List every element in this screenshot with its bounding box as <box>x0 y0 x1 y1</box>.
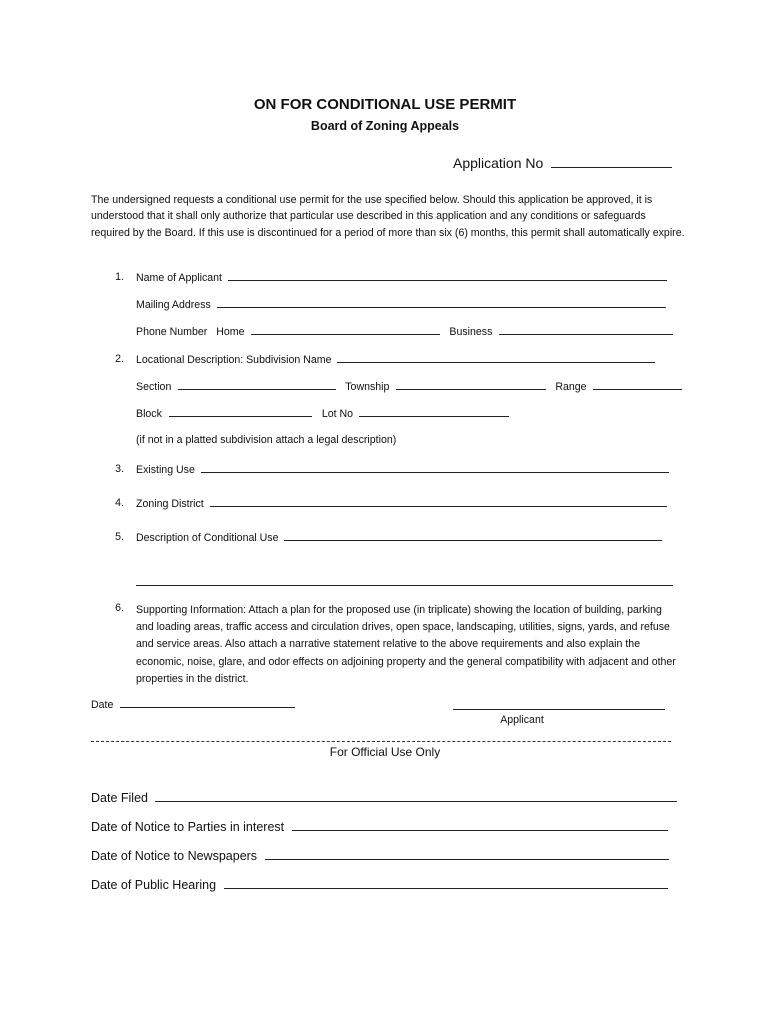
date-filed-label: Date Filed <box>91 791 148 805</box>
subdivision-name-label: Locational Description: Subdivision Name <box>136 354 332 366</box>
block-field[interactable] <box>169 407 312 417</box>
official-divider <box>91 741 671 742</box>
date-label: Date <box>91 699 114 711</box>
item-number: 5. <box>115 531 124 543</box>
applicant-name-label: Name of Applicant <box>136 272 222 284</box>
home-phone-field[interactable] <box>251 325 440 335</box>
public-hearing-row <box>91 878 668 892</box>
date-field[interactable] <box>120 698 295 708</box>
applicant-label: Applicant <box>500 714 544 726</box>
lot-no-label: Lot No <box>321 408 354 420</box>
zoning-district-field[interactable] <box>210 497 667 507</box>
public-hearing-field[interactable] <box>224 879 668 889</box>
existing-use-field[interactable] <box>201 463 669 473</box>
supporting-information: Supporting Information: Attach a plan for the proposed use (in triplicate) showing the location of building, parking and loading areas, traffic access and circulation drives, open space, landscaping, utilities, signs, yards, and refuse and service areas. Also attach a narrative statement relative to the above requirements and also explain the economic, noise, glare, and odor effects on adjoining property and the general compatibility with adjacent and other properties in the district. <box>136 604 676 685</box>
applicant-signature-line[interactable] <box>453 709 665 710</box>
item-number: 3. <box>115 463 124 475</box>
mailing-address-label: Mailing Address <box>136 299 211 311</box>
business-phone-label: Business <box>449 326 493 338</box>
item-number: 2. <box>115 353 124 365</box>
notice-newspapers-label: Date of Notice to Newspapers <box>91 849 258 863</box>
township-label: Township <box>345 381 390 393</box>
notice-parties-label: Date of Notice to Parties in interest <box>91 820 285 834</box>
range-field[interactable] <box>593 380 682 390</box>
legal-description-note: (if not in a platted subdivision attach a legal description) <box>136 434 397 446</box>
item-number: 1. <box>115 271 124 283</box>
conditional-use-field[interactable] <box>284 531 662 541</box>
zoning-district-row <box>136 497 667 510</box>
lot-no-field[interactable] <box>359 407 509 417</box>
phone-row <box>136 325 673 338</box>
section-field[interactable] <box>178 380 336 390</box>
application-no-row <box>453 155 672 171</box>
form-subtitle: Board of Zoning Appeals <box>310 119 460 133</box>
form-title: ON FOR CONDITIONAL USE PERMIT <box>253 96 517 113</box>
existing-use-label: Existing Use <box>136 464 195 476</box>
zoning-district-label: Zoning District <box>136 498 204 510</box>
block-label: Block <box>136 408 162 420</box>
item-number: 4. <box>115 497 124 509</box>
item-number: 6. <box>115 602 124 614</box>
application-no-field[interactable] <box>551 158 672 168</box>
notice-newspapers-row <box>91 849 669 863</box>
conditional-use-label: Description of Conditional Use <box>136 532 279 544</box>
date-filed-field[interactable] <box>155 792 677 802</box>
notice-parties-field[interactable] <box>292 821 668 831</box>
mailing-address-field[interactable] <box>217 298 666 308</box>
subdivision-row <box>136 353 655 366</box>
conditional-use-row <box>136 531 662 544</box>
application-no-label: Application No <box>453 155 544 171</box>
section-label: Section <box>136 381 172 393</box>
date-row <box>91 698 295 711</box>
applicant-name-row <box>136 271 667 284</box>
mailing-address-row <box>136 298 666 311</box>
official-use-heading: For Official Use Only <box>329 745 441 759</box>
home-phone-label: Home <box>216 326 245 338</box>
notice-newspapers-field[interactable] <box>265 850 669 860</box>
block-lot-row <box>136 407 509 420</box>
intro-paragraph: The undersigned requests a conditional use permit for the use specified below. Should this application be approved, it is understood that it shall only authorize that particular use described in this application and any conditions or safeguards required by the Board. If this use is discontinued for a period of more than six (6) months, this permit shall automatically expire. <box>91 194 685 239</box>
township-field[interactable] <box>396 380 546 390</box>
public-hearing-label: Date of Public Hearing <box>91 878 217 892</box>
subdivision-name-field[interactable] <box>337 353 655 363</box>
notice-parties-row <box>91 820 668 834</box>
range-label: Range <box>555 381 587 393</box>
phone-number-label: Phone Number <box>136 326 208 338</box>
section-township-range-row <box>136 380 682 393</box>
conditional-use-extra-line[interactable] <box>136 585 673 586</box>
business-phone-field[interactable] <box>499 325 673 335</box>
applicant-name-field[interactable] <box>228 271 667 281</box>
date-filed-row <box>91 791 677 805</box>
existing-use-row <box>136 463 669 476</box>
